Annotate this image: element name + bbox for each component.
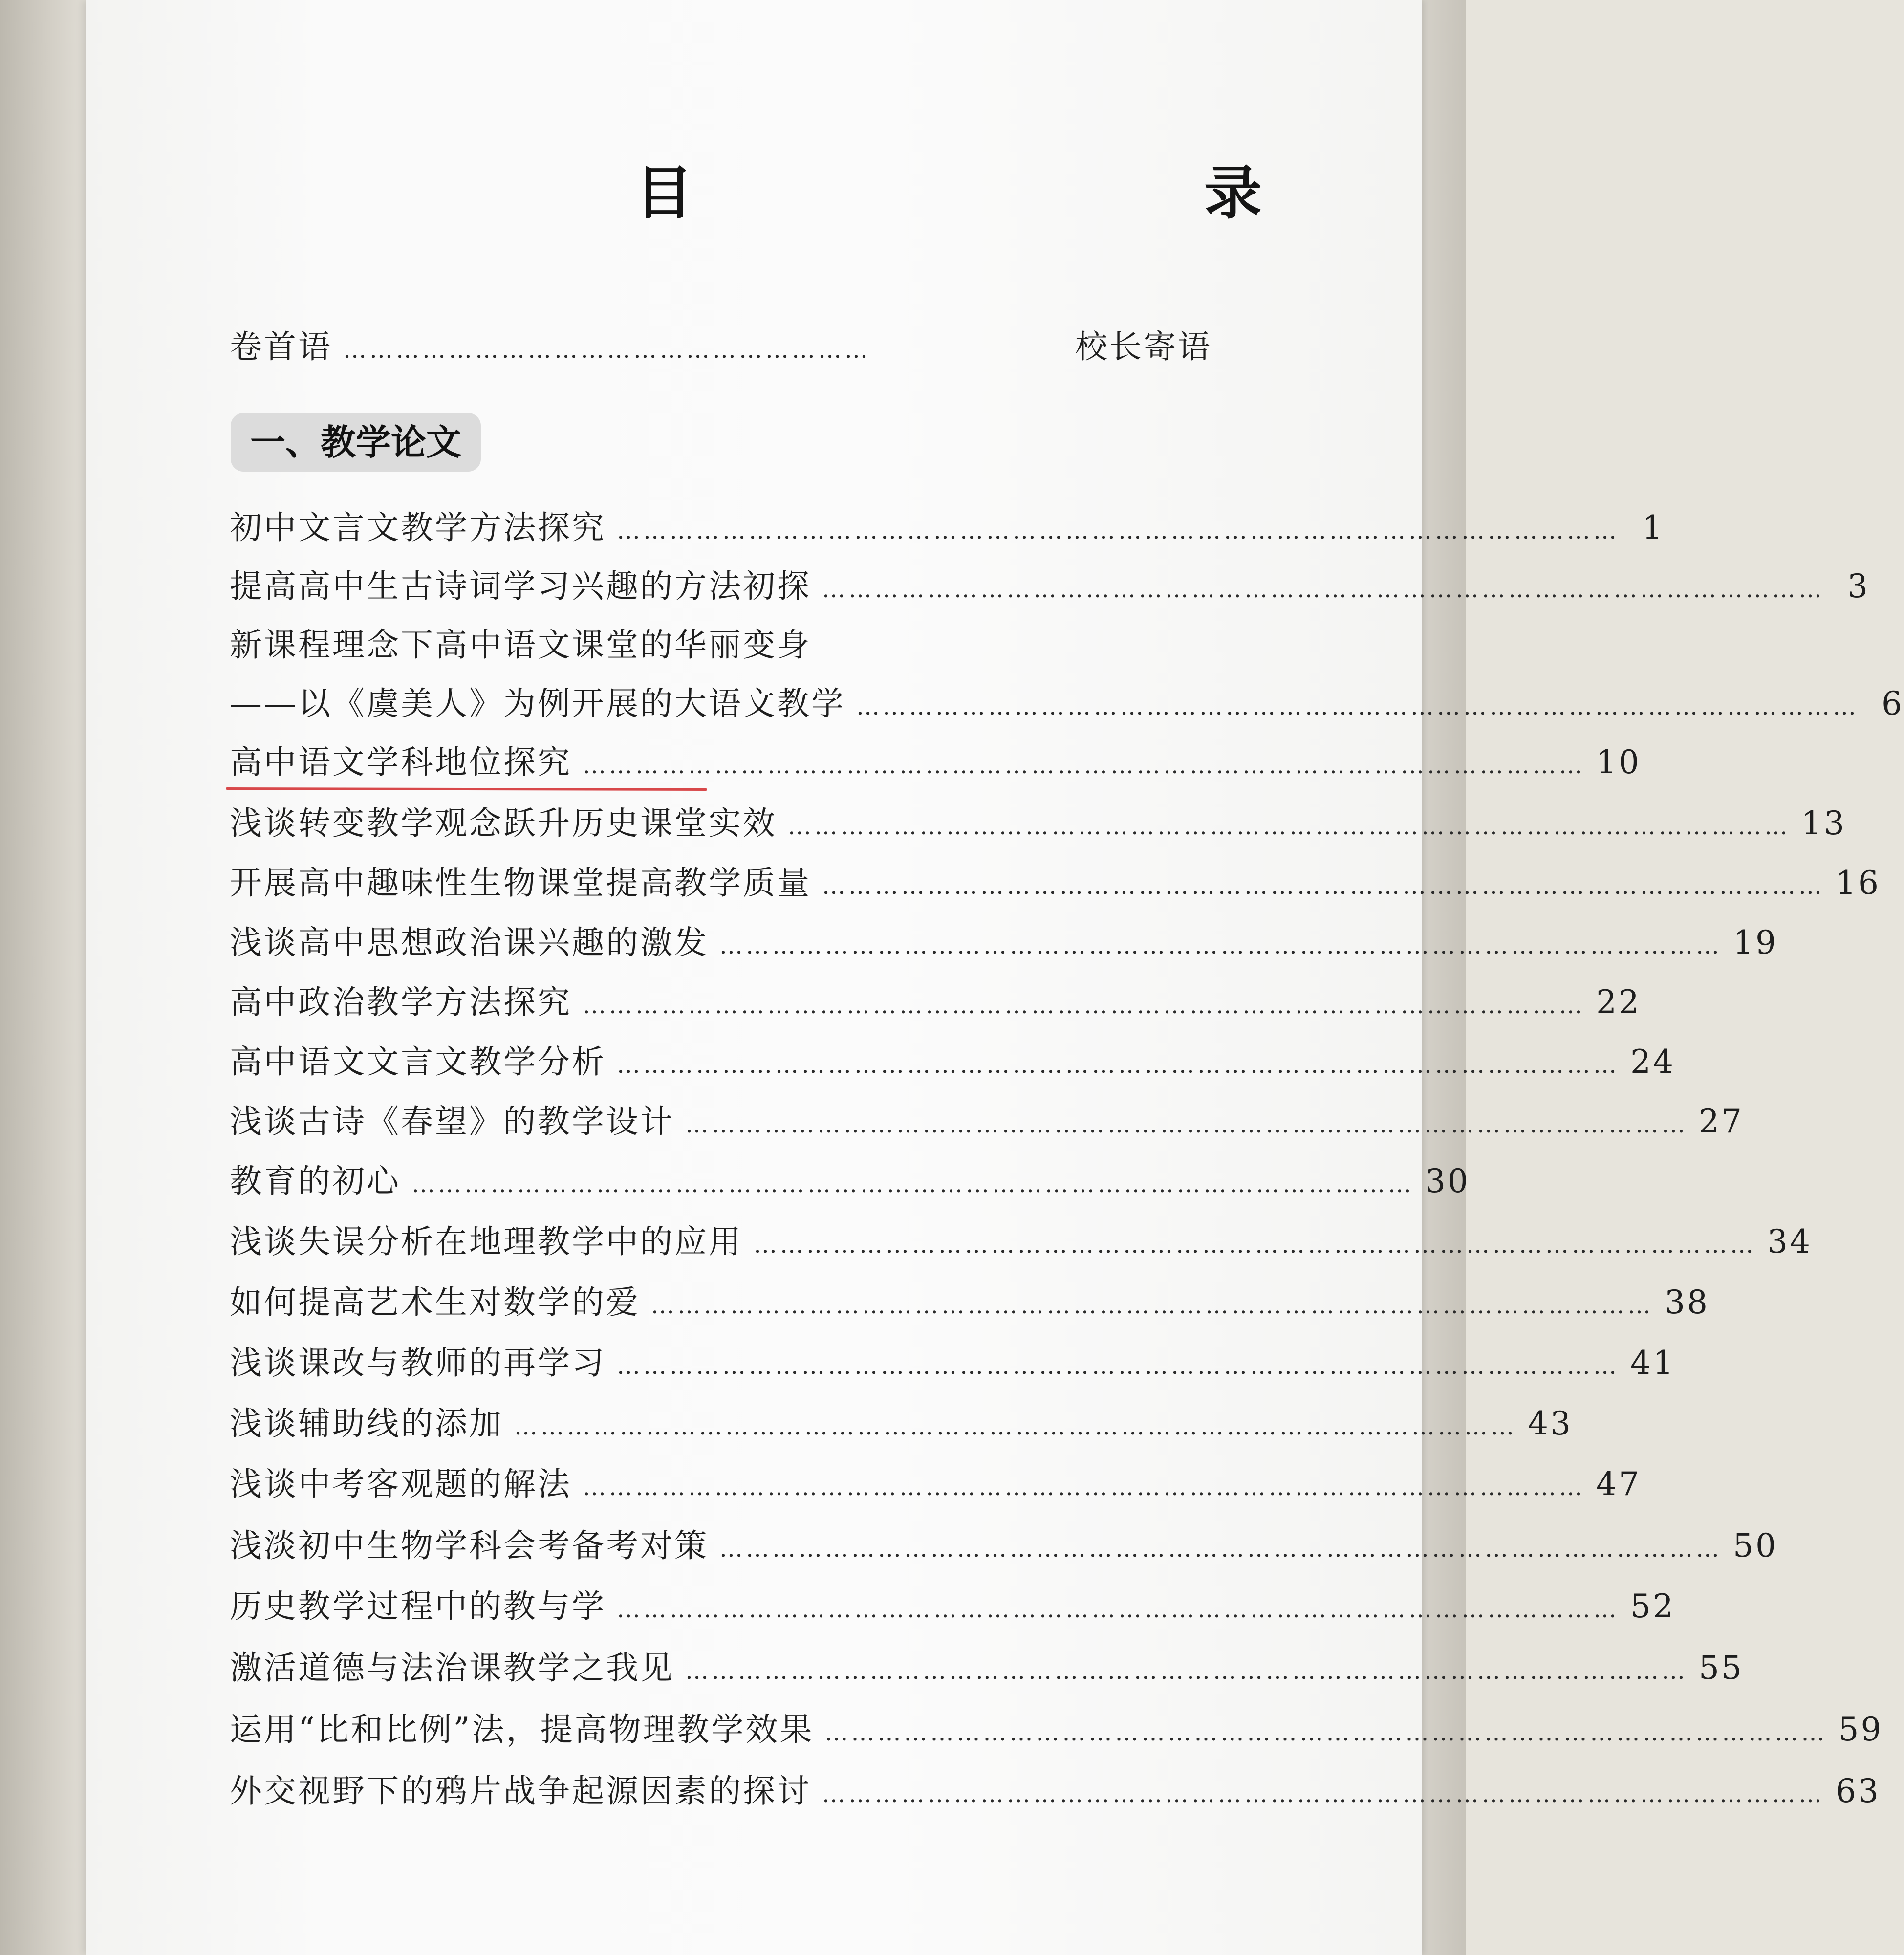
page-title: 目 录 bbox=[635, 159, 1394, 227]
toc-entry bbox=[230, 1220, 1812, 1264]
toc-entry bbox=[230, 921, 1778, 965]
toc-entry bbox=[230, 802, 1846, 846]
leader-dots: …………………………………………………………………………………………………… bbox=[617, 517, 1620, 544]
leader-dots: …………………………………………………………………………………………………… bbox=[822, 576, 1825, 603]
toc-entry bbox=[230, 1585, 1675, 1629]
toc-entry-page: 52 bbox=[1630, 1587, 1675, 1625]
toc-entry-title: 浅谈古诗《春望》的教学设计 bbox=[230, 1103, 674, 1140]
toc-entry bbox=[230, 565, 1870, 608]
toc-preface-row bbox=[230, 325, 1212, 369]
toc-entry-page: 43 bbox=[1528, 1405, 1573, 1442]
leader-dots: …………………………………………………………………………………………………… bbox=[583, 752, 1585, 779]
toc-entry-page: 55 bbox=[1699, 1649, 1744, 1687]
toc-entry-title: 高中语文学科地位探究 bbox=[230, 743, 572, 781]
toc-entry-title: ——以《虞美人》为例开展的大语文教学 bbox=[230, 685, 845, 722]
leader-dots: …………………………………………………………………………………………………… bbox=[824, 1719, 1828, 1746]
toc-entry-page: 22 bbox=[1596, 983, 1641, 1021]
toc-entry-page: 10 bbox=[1596, 743, 1641, 781]
toc-entry-page: 59 bbox=[1838, 1711, 1883, 1748]
toc-entry-title: 浅淡初中生物学科会考备考对策 bbox=[230, 1527, 709, 1564]
toc-entry-title: 如何提高艺术生对数学的爱 bbox=[230, 1283, 640, 1321]
toc-entry bbox=[230, 1524, 1778, 1568]
toc-entry-page: 30 bbox=[1425, 1162, 1470, 1200]
leader-dots: …………………………………………………………………………………………………… bbox=[788, 813, 1791, 840]
toc-entry-page: 13 bbox=[1801, 804, 1846, 842]
leader-dots: …………………………………………………………………………………………………… bbox=[514, 1413, 1517, 1440]
toc-entry-title: 外交视野下的鸦片战争起源因素的探讨 bbox=[230, 1772, 811, 1810]
toc-entry bbox=[230, 1100, 1744, 1144]
toc-entry-page: 3 bbox=[1847, 567, 1870, 605]
toc-entry-page: 16 bbox=[1836, 864, 1881, 902]
toc-entry-page: 19 bbox=[1733, 924, 1778, 961]
leader-dots: …………………………………………………………………………………………………… bbox=[754, 1231, 1756, 1259]
toc-entry-page: 27 bbox=[1699, 1103, 1744, 1140]
leader-dots: …………………………………………………………………………………………………… bbox=[719, 1535, 1722, 1563]
toc-entry-title: 浅谈中考客观题的解法 bbox=[230, 1465, 572, 1503]
leader-dots: …………………………………………………………………………………………………… bbox=[583, 992, 1585, 1019]
leader-dots: …………………………………………………………………………………………………… bbox=[583, 1474, 1585, 1501]
toc-entry-title: 运用“比和比例”法，提高物理教学效果 bbox=[230, 1711, 814, 1748]
toc-entry-title: 高中语文文言文教学分析 bbox=[230, 1043, 606, 1081]
toc-entry-page: 41 bbox=[1630, 1344, 1675, 1382]
toc-entry-page: 6 bbox=[1882, 685, 1904, 722]
toc-entry bbox=[230, 1462, 1641, 1506]
leader-dots: …………………………………………………………………………………………………… bbox=[822, 1781, 1825, 1808]
preface-right-label: 校长寄语 bbox=[1075, 328, 1212, 366]
toc-entry-title: 浅谈转变教学观念跃升历史课堂实效 bbox=[230, 804, 777, 842]
toc-entry-page: 63 bbox=[1836, 1772, 1881, 1810]
toc-entry bbox=[230, 1769, 1881, 1813]
leader-dots: …………………………………………………………………………………………………… bbox=[617, 1352, 1620, 1380]
toc-entry bbox=[230, 1708, 1883, 1752]
leader-dots: …………………………………………………………………………………………………… bbox=[719, 932, 1722, 959]
leader-dots: …………………………………………………………………………………………………… bbox=[685, 1111, 1688, 1138]
toc-entry-title: 初中文言文教学方法探究 bbox=[230, 509, 606, 546]
toc-entry-title: 浅谈辅助线的添加 bbox=[230, 1405, 503, 1442]
leader-dots: …………………………………………………………………………………………………… bbox=[411, 1171, 1414, 1198]
toc-entry-title: 历史教学过程中的教与学 bbox=[230, 1587, 606, 1625]
toc-entry-title: 高中政治教学方法探究 bbox=[230, 983, 572, 1021]
leader-dots: …………………………………………………………………………………………………… bbox=[822, 872, 1825, 900]
toc-entry-title: 浅谈失误分析在地理教学中的应用 bbox=[230, 1223, 743, 1260]
toc-entry-title: 开展高中趣味性生物课堂提高教学质量 bbox=[230, 864, 811, 902]
toc-entry bbox=[230, 980, 1641, 1024]
preface-label: 卷首语 bbox=[230, 328, 332, 366]
toc-entry bbox=[230, 1159, 1470, 1203]
toc-entry-page: 34 bbox=[1767, 1223, 1812, 1260]
toc-entry bbox=[230, 1646, 1744, 1690]
leader-dots: …………………………………………………………………………………………………… bbox=[617, 1051, 1620, 1079]
toc-entry bbox=[230, 623, 1227, 667]
toc-entry-title: 提高高中生古诗词学习兴趣的方法初探 bbox=[230, 567, 811, 605]
toc-entry bbox=[230, 682, 1904, 726]
toc-entry-title: 浅谈课改与教师的再学习 bbox=[230, 1344, 606, 1382]
toc-entry bbox=[230, 1281, 1709, 1325]
toc-entry-page: 47 bbox=[1596, 1465, 1641, 1503]
toc-entry bbox=[230, 1402, 1573, 1446]
toc-entry-title: 激活道德与法治课教学之我见 bbox=[230, 1649, 674, 1687]
toc-entry bbox=[230, 506, 1665, 550]
toc-entry-page: 38 bbox=[1665, 1283, 1709, 1321]
toc-entry-title: 浅谈高中思想政治课兴趣的激发 bbox=[230, 924, 709, 961]
toc-entry bbox=[230, 1341, 1675, 1385]
section-heading: 一、教学论文 bbox=[231, 413, 481, 472]
toc-entry bbox=[230, 861, 1881, 905]
toc-entry-title: 教育的初心 bbox=[230, 1162, 401, 1200]
toc-entry-page: 24 bbox=[1630, 1043, 1675, 1081]
leader-dots: …………………………………………………………………………………………………… bbox=[617, 1596, 1620, 1623]
toc-entry-title: 新课程理念下高中语文课堂的华丽变身 bbox=[230, 626, 811, 664]
leader-dots: …………………………………………………………………………………………………… bbox=[651, 1292, 1654, 1319]
preface-leader-dots: …………………………………………………… bbox=[343, 336, 871, 364]
toc-entry bbox=[230, 740, 1641, 784]
toc-entry bbox=[230, 1040, 1675, 1084]
toc-entry-page: 1 bbox=[1642, 509, 1665, 546]
book-left-edge bbox=[0, 0, 93, 1955]
leader-dots: …………………………………………………………………………………………………… bbox=[685, 1657, 1688, 1685]
leader-dots: …………………………………………………………………………………………………… bbox=[856, 693, 1859, 720]
toc-entry-page: 50 bbox=[1733, 1527, 1778, 1564]
